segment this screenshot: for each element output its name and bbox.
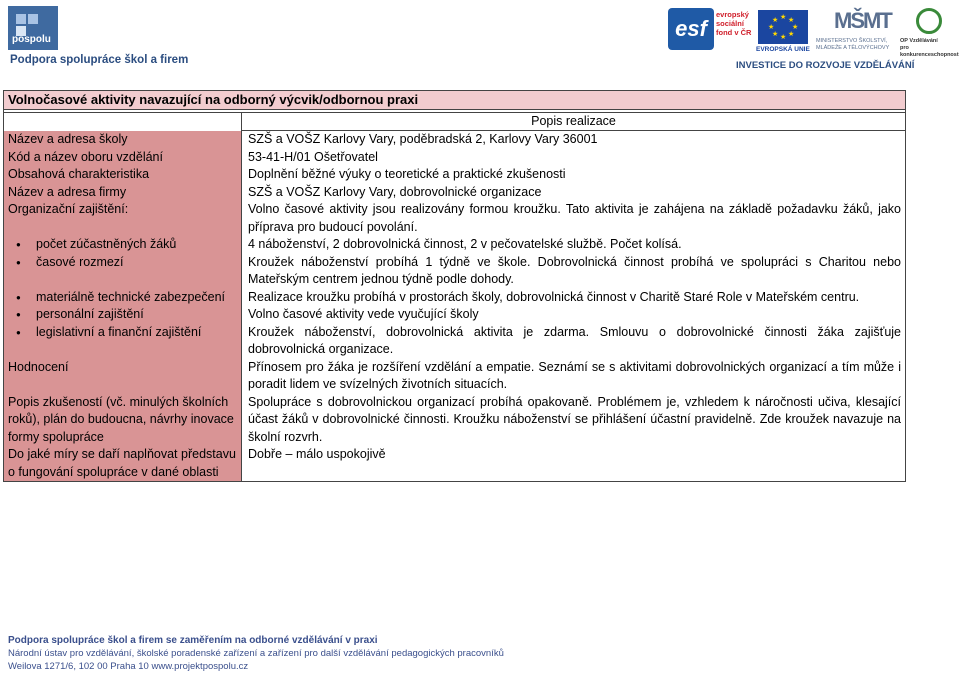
- row-value: Doplnění běžné výuky o teoretické a praktické zkušenosti: [242, 166, 906, 184]
- row-label-bullet: ● legislativní a finanční zajištění: [4, 324, 242, 359]
- row-value: SZŠ a VOŠZ Karlovy Vary, poděbradská 2, Karlovy Vary 36001: [242, 131, 906, 149]
- msmt-logo-mark: MŠMT: [834, 8, 891, 33]
- op-vk-circle-icon: [916, 8, 942, 34]
- table-title: Volnočasové aktivity navazující na odborný výcvik/odbornou praxi: [4, 91, 906, 110]
- table-row: [4, 289, 906, 307]
- table-row: [4, 359, 906, 394]
- row-value: Volno časové aktivity jsou realizovány formou kroužku. Tato aktivita je zahájena na základě požadavku žáků, jako příprava pro budoucí povolání.: [242, 201, 906, 236]
- esf-logo-text: evropský sociální fond v ČR: [716, 10, 752, 37]
- row-label: Název a adresa školy: [4, 131, 242, 149]
- row-value: Kroužek náboženství, dobrovolnická aktivita je zdarma. Smlouvu o dobrovolnické činnosti žáka zajišťuje dobrovolnická organizace.: [242, 324, 906, 359]
- table-row: [4, 166, 906, 184]
- row-value: 4 náboženství, 2 dobrovolnická činnost, 2 v pečovatelské službě. Počet kolísá.: [242, 236, 906, 254]
- footer-address: Weilova 1271/6, 102 00 Praha 10 www.projektpospolu.cz: [8, 661, 249, 672]
- row-value: 53-41-H/01 Ošetřovatel: [242, 149, 906, 167]
- row-value: Kroužek náboženství probíhá 1 týdně ve škole. Dobrovolnická činnost probíhá ve spolupráci s Charitou nebo Mateřským centrem jednou týdně podle dohody.: [242, 254, 906, 289]
- pospolu-logo: [8, 6, 189, 72]
- table-row: [4, 306, 906, 324]
- row-label-bullet: ● materiálně technické zabezpečení: [4, 289, 242, 307]
- row-label: Popis zkušeností (vč. minulých školních roků), plán do budoucna, návrhy inovace formy spolupráce: [4, 394, 242, 447]
- footer-project-name: Podpora spolupráce škol a firem se zaměřením na odborné vzdělávání v praxi: [8, 635, 378, 646]
- msmt-logo: [814, 8, 894, 52]
- investice-slogan: INVESTICE DO ROZVOJE VZDĚLÁVÁNÍ: [736, 60, 915, 71]
- table-row: [4, 184, 906, 202]
- table-row: [4, 446, 906, 482]
- eu-label: EVROPSKÁ UNIE: [756, 46, 810, 53]
- partner-logos: [664, 6, 960, 72]
- row-label-bullet: ● počet zúčastněných žáků: [4, 236, 242, 254]
- table-row: [4, 394, 906, 447]
- row-label: Do jaké míry se daří naplňovat představu o fungování spolupráce v dané oblasti: [4, 446, 242, 482]
- table-row: [4, 131, 906, 149]
- op-vk-logo: [900, 8, 959, 58]
- table-row: [4, 254, 906, 289]
- pospolu-logo-mark: [8, 6, 58, 50]
- pospolu-logo-tagline: Podpora spolupráce škol a firem: [10, 54, 189, 66]
- eu-flag-icon: ★ ★ ★ ★ ★ ★ ★ ★: [758, 10, 808, 44]
- op-vk-logo-text: OP Vzdělávání pro konkurenceschopnost: [900, 38, 959, 58]
- row-label-bullet: ● personální zajištění: [4, 306, 242, 324]
- table-row: [4, 149, 906, 167]
- row-label-bullet: ● časové rozmezí: [4, 254, 242, 289]
- table-row: [4, 236, 906, 254]
- realization-table: [3, 90, 906, 482]
- pospolu-logo-word: pospolu: [12, 34, 51, 45]
- row-label: Kód a název oboru vzdělání: [4, 149, 242, 167]
- row-value: Spolupráce s dobrovolnickou organizací probíhá opakovaně. Problémem je, vzhledem k náročnosti učiva, klesající účast žáků v dobrovolnické činnosti. Kroužku náboženství se přihlášení účastní pravidelně. Zde kroužek navazuje na školní rozvrh.: [242, 394, 906, 447]
- row-label: Obsahová charakteristika: [4, 166, 242, 184]
- page-footer: [8, 634, 908, 673]
- row-label: Organizační zajištění:: [4, 201, 242, 236]
- table-row: [4, 324, 906, 359]
- footer-institution: Národní ústav pro vzdělávání, školské poradenské zařízení a zařízení pro další vzdělávání pedagogických pracovníků: [8, 648, 504, 659]
- table-subheading: Popis realizace: [242, 112, 906, 131]
- msmt-logo-text: MINISTERSTVO ŠKOLSTVÍ, MLÁDEŽE A TĚLOVÝCHOVY: [816, 38, 890, 51]
- row-value: Přínosem pro žáka je rozšíření vzdělání a empatie. Seznámí se s aktivitami dobrovolnických organizací a tím může i poradit lidem ve svízelných životních situacích.: [242, 359, 906, 394]
- row-value: Dobře – málo uspokojivě: [242, 446, 906, 482]
- table-row: [4, 201, 906, 236]
- row-value: Volno časové aktivity vede vyučující školy: [242, 306, 906, 324]
- row-label: Název a adresa firmy: [4, 184, 242, 202]
- esf-logo: esf: [668, 8, 714, 50]
- row-label: Hodnocení: [4, 359, 242, 394]
- row-value: Realizace kroužku probíhá v prostorách školy, dobrovolnická činnost v Charitě Staré Role v Mateřském centru.: [242, 289, 906, 307]
- row-value: SZŠ a VOŠZ Karlovy Vary, dobrovolnické organizace: [242, 184, 906, 202]
